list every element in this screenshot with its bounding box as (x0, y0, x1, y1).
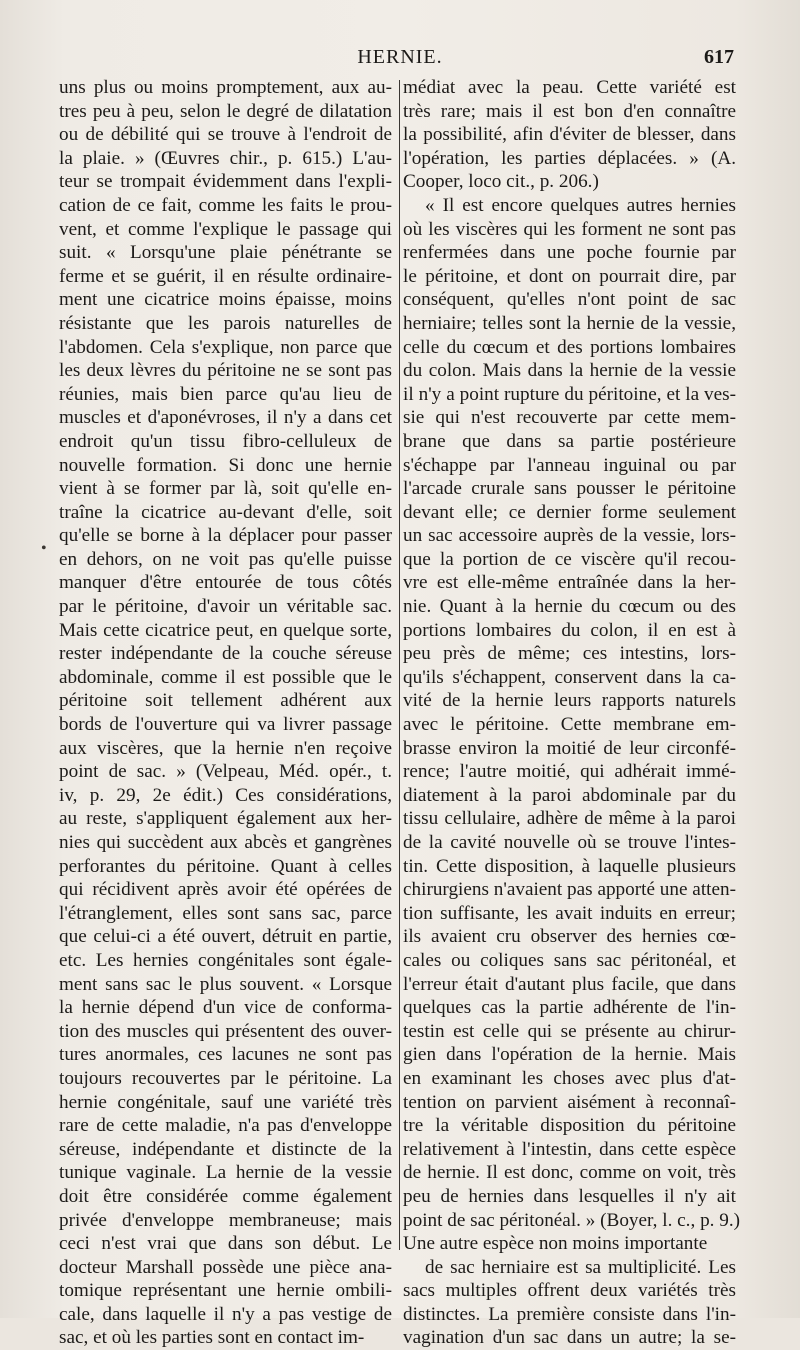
text-line: cation de ce fait, comme les faits le prou- (59, 194, 392, 216)
text-line: de la cavité nouvelle où se trouve l'intes- (403, 832, 736, 853)
text-line: rester indépendante de la couche séreuse (59, 643, 392, 665)
text-line: etc. Les hernies congénitales sont égale- (59, 949, 392, 971)
text-line: diatement à la paroi abdominale par du (403, 784, 736, 806)
text-line: les deux lèvres du péritoine ne se sont pas (59, 360, 392, 382)
text-line: toujours recouvertes par le péritoine. La (59, 1067, 392, 1089)
text-line: au reste, s'appliquent également aux her- (59, 808, 392, 830)
text-line: où les viscères qui les forment ne sont pas (403, 218, 736, 240)
text-line: vent, et comme l'explique le passage qui (59, 218, 392, 240)
text-line: endroit qu'un tissu fibro-celluleux de (59, 430, 392, 452)
text-line: quelques cas la partie adhérente de l'in- (403, 997, 736, 1019)
text-line: vagination d'un sac dans un autre; la se- (403, 1327, 736, 1349)
text-line: que celui-ci a été ouvert, détruit en partie, (59, 926, 392, 948)
text-line: en dehors, on ne voit pas qu'elle puisse (59, 548, 392, 570)
page-title: HERNIE. (357, 46, 443, 68)
text-line: la possibilité, afin d'éviter de blesser, dans (403, 124, 736, 146)
text-line: herniaire; telles sont la hernie de la vessie, (403, 312, 736, 334)
text-line: Cooper, loco cit., p. 206.) (403, 171, 599, 193)
text-line: relativement à l'intestin, dans cette espèce (403, 1138, 736, 1160)
text-line: tion suffisante, les avait induits en erreur; (403, 902, 736, 924)
text-line: tres peu à peu, selon le degré de dilatation (59, 100, 392, 122)
text-line: renfermées dans une poche fournie par (403, 242, 736, 264)
text-line: ferme et se guérit, il en résulte ordinaire- (59, 265, 392, 287)
text-line: tin. Cette disposition, à laquelle plusieurs (403, 855, 736, 877)
text-line: tomique représentant une hernie ombili- (59, 1280, 392, 1302)
text-line: aux viscères, que la hernie n'en reçoive (59, 737, 392, 759)
text-line: abdominale, comme il est possible que le (59, 666, 392, 688)
text-line: du colon. Mais dans la hernie de la vessie (403, 360, 736, 382)
text-line: tre la véritable disposition du péritoine (403, 1115, 736, 1137)
text-line: médiat avec la peau. Cette variété est (403, 77, 736, 98)
text-line: peu près de même; ces intestins, lors- (403, 643, 736, 665)
text-line: rence; l'autre moitié, qui adhérait immé- (403, 761, 736, 783)
text-line: traîne la cicatrice au-devant d'elle, soit (59, 501, 392, 523)
text-line: nies qui succèdent aux abcès et gangrènes (59, 832, 392, 853)
text-line: l'opération, les parties déplacées. » (A. (403, 147, 736, 169)
text-line: chirurgiens n'avaient pas apporté une atten- (403, 879, 736, 901)
text-line: doit être considérée comme également (59, 1185, 392, 1207)
text-line: vient à se former par là, soit qu'elle en- (59, 478, 392, 500)
text-line: sac, et où les parties sont en contact im- (59, 1327, 365, 1349)
text-line: tion des muscles qui présentent des ouver- (59, 1020, 392, 1042)
text-line: le péritoine, et dont on pourrait dire, par (403, 265, 736, 287)
text-line: de sac herniaire est sa multiplicité. Les (425, 1256, 736, 1278)
text-line: distinctes. La première consiste dans l'in- (403, 1303, 736, 1325)
text-line: l'étranglement, elles sont sans sac, parce (59, 902, 392, 924)
text-line: nie. Quant à la hernie du cœcum ou des (403, 596, 736, 618)
text-line: ceci n'est vrai que dans son début. Le (59, 1233, 392, 1255)
text-line: l'abdomen. Cela s'explique, non parce que (59, 336, 392, 358)
text-line: ment une cicatrice moins épaisse, moins (59, 289, 392, 311)
text-line: cale, dans laquelle il n'y a pas vestige de (59, 1303, 392, 1325)
text-line: résistante que les parois naturelles de (59, 312, 392, 334)
text-line: séreuse, indépendante et distincte de la (59, 1138, 392, 1160)
text-line: qu'ils s'échappent, conservent dans la ca- (403, 666, 736, 688)
text-line: en examinant les choses avec plus d'at- (403, 1067, 736, 1089)
text-line: la hernie dépend d'un vice de conforma- (59, 997, 392, 1019)
text-line: la plaie. » (Œuvres chir., p. 615.) L'au- (59, 147, 392, 169)
column-divider (399, 80, 400, 1250)
text-line: privée d'enveloppe membraneuse; mais (59, 1209, 392, 1231)
page-number: 617 (704, 46, 734, 68)
running-head (0, 46, 800, 76)
text-line: Une autre espèce non moins importante (403, 1233, 708, 1255)
text-line: testin est celle qui se présente au chirur- (403, 1020, 736, 1042)
text-line: très rare; mais il est bon d'en connaître (403, 100, 736, 122)
text-line: point de sac. » (Velpeau, Méd. opér., t. (59, 761, 392, 783)
text-line: « Il est encore quelques autres hernies (425, 194, 736, 216)
text-line: suit. « Lorsqu'une plaie pénétrante se (59, 242, 392, 264)
text-line: teur se trompait évidemment dans l'expli- (59, 171, 392, 193)
text-line: brane que dans sa partie postérieure (403, 430, 736, 452)
text-line: avec le péritoine. Cette membrane em- (403, 714, 736, 736)
text-line: celle du cœcum et des portions lombaires (403, 336, 736, 358)
text-line: qu'elle se borne à la déplacer pour passer (59, 525, 392, 547)
text-line: sacs multiples offrent deux variétés très (403, 1280, 736, 1302)
right-text-column (403, 76, 741, 1350)
text-line: gien dans l'opération de la hernie. Mais (403, 1044, 736, 1066)
text-line: l'erreur était d'autant plus facile, que dans (403, 973, 736, 995)
text-line: tention on parvient aisément à reconnaî- (403, 1091, 736, 1113)
text-line: muscles et d'aponévroses, il n'y a dans cet (59, 407, 392, 429)
text-line: vre est elle-même entraînée dans la her- (403, 572, 736, 594)
text-line: brasse environ la moitié de leur circonfé- (403, 737, 736, 759)
left-text-column (59, 76, 392, 1350)
text-line: Mais cette cicatrice peut, en quelque sorte, (59, 619, 392, 641)
text-line: conséquent, qu'elles n'ont point de sac (403, 289, 736, 311)
text-line: vité de la hernie leurs rapports naturels (403, 690, 736, 712)
text-line: s'échappe par l'anneau inguinal ou par (403, 454, 736, 476)
text-line: réunies, mais bien parce qu'au lieu de (59, 383, 392, 405)
text-line: tissu cellulaire, adhère de même à la paroi (403, 808, 736, 830)
text-line: péritoine soit tellement adhérent aux (59, 690, 392, 712)
text-line: qui récidivent après avoir été opérées de (59, 879, 392, 901)
text-line: perforantes du péritoine. Quant à celles (59, 855, 392, 877)
text-line: sie qui n'est recouverte par cette mem- (403, 407, 736, 429)
text-line: ils avaient cru observer des hernies cœ- (403, 926, 736, 948)
text-line: peu de hernies dans lesquelles il n'y ait (403, 1185, 736, 1207)
text-line: que la portion de ce viscère qu'il recou- (403, 548, 736, 570)
text-line: de hernie. Il est donc, comme on voit, très (403, 1162, 736, 1184)
text-line: ment sans sac le plus souvent. « Lorsque (59, 973, 392, 995)
text-line: hernie congénitale, sauf une variété très (59, 1091, 392, 1113)
text-line: devant elle; ce dernier forme seulement (403, 501, 736, 523)
text-line: cales ou coliques sans sac péritonéal, et (403, 949, 736, 971)
text-line: par le péritoine, d'avoir un véritable sac. (59, 596, 392, 618)
text-line: tures anormales, ces lacunes ne sont pas (59, 1044, 392, 1066)
text-line: l'arcade crurale sans pousser le péritoine (403, 478, 736, 500)
text-line: rare de cette maladie, n'a pas d'enveloppe (59, 1115, 392, 1137)
text-line: docteur Marshall possède une pièce ana- (59, 1256, 392, 1278)
text-line: tunique vaginale. La hernie de la vessie (59, 1162, 392, 1184)
text-line: point de sac péritonéal. » (Boyer, l. c., p. 9.) (403, 1209, 741, 1231)
text-line: il n'y a point rupture du péritoine, et la ves- (403, 383, 736, 405)
text-line: uns plus ou moins promptement, aux au- (59, 77, 392, 98)
text-line: nouvelle formation. Si donc une hernie (59, 454, 392, 476)
text-line: manquer d'être entourée de tous côtés (59, 572, 392, 594)
text-line: portions lombaires du colon, il en est à (403, 619, 736, 641)
margin-mark: • (41, 540, 47, 557)
text-line: un sac accessoire auprès de la vessie, lors- (403, 525, 736, 547)
text-line: iv, p. 29, 2e édit.) Ces considérations, (59, 784, 392, 806)
text-line: bords de l'ouverture qui va livrer passage (59, 714, 392, 736)
text-line: ou de débilité qui se trouve à l'endroit de (59, 124, 392, 146)
